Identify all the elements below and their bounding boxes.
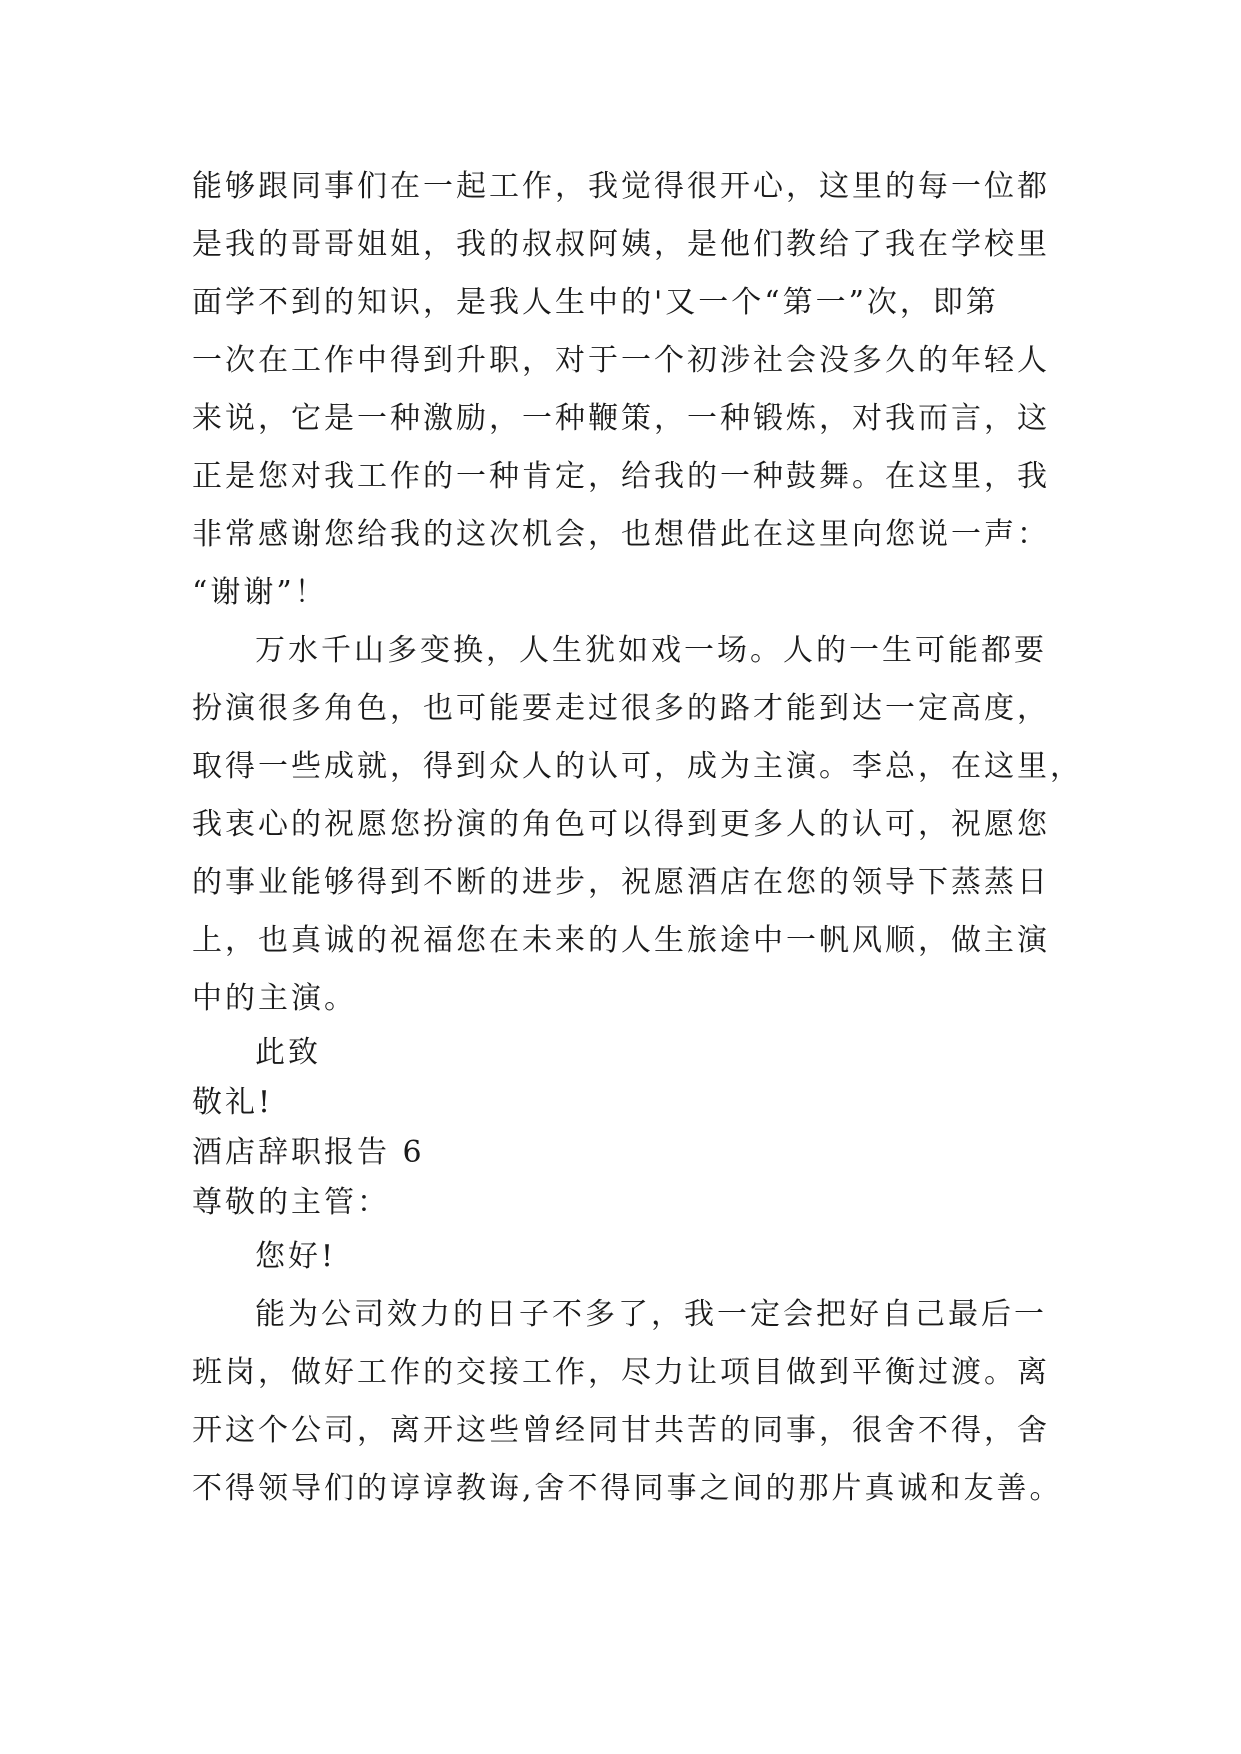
text-line: 上，也真诚的祝福您在未来的人生旅途中一帆风顺，做主演 [192, 923, 1050, 958]
section-title: 酒店辞职报告 6 [192, 1135, 425, 1170]
text-line: 中的主演。 [192, 981, 357, 1016]
text-line: 非常感谢您给我的这次机会，也想借此在这里向您说一声： [192, 517, 1050, 552]
text-line: 开这个公司，离开这些曾经同甘共苦的同事，很舍不得，舍 [192, 1413, 1050, 1448]
text-line: 能为公司效力的日子不多了，我一定会把好自己最后一 [255, 1297, 1047, 1332]
text-line: 取得一些成就，得到众人的认可，成为主演。李总，在这里， [192, 749, 1083, 784]
greeting-recipient: 尊敬的主管： [192, 1185, 390, 1220]
text-line: 一次在工作中得到升职，对于一个初涉社会没多久的年轻人 [192, 343, 1050, 378]
text-line: 扮演很多角色，也可能要走过很多的路才能到达一定高度， [192, 691, 1050, 726]
document-body [192, 158, 1083, 1518]
text-line: 我衷心的祝愿您扮演的角色可以得到更多人的认可，祝愿您 [192, 807, 1050, 842]
text-line: 万水千山多变换，人生犹如戏一场。人的一生可能都要 [255, 633, 1047, 668]
text-line: 的事业能够得到不断的进步，祝愿酒店在您的领导下蒸蒸日 [192, 865, 1050, 900]
text-line: 不得领导们的谆谆教诲,舍不得同事之间的那片真诚和友善。 [192, 1471, 1063, 1506]
text-line: 是我的哥哥姐姐，我的叔叔阿姨，是他们教给了我在学校里 [192, 227, 1050, 262]
text-line: 来说，它是一种激励，一种鞭策，一种锻炼，对我而言，这 [192, 401, 1050, 436]
text-line: 面学不到的知识，是我人生中的'又一个“第一”次，即第 [192, 285, 999, 320]
text-line: 能够跟同事们在一起工作，我觉得很开心，这里的每一位都 [192, 169, 1050, 204]
text-line: 正是您对我工作的一种肯定，给我的一种鼓舞。在这里，我 [192, 459, 1050, 494]
text-line: “谢谢”！ [192, 575, 328, 610]
closing-line: 此致 [255, 1035, 321, 1070]
text-line: 班岗，做好工作的交接工作，尽力让项目做到平衡过渡。离 [192, 1355, 1050, 1390]
closing-salutation: 敬礼! [192, 1085, 274, 1120]
greeting-line: 您好! [255, 1239, 337, 1274]
